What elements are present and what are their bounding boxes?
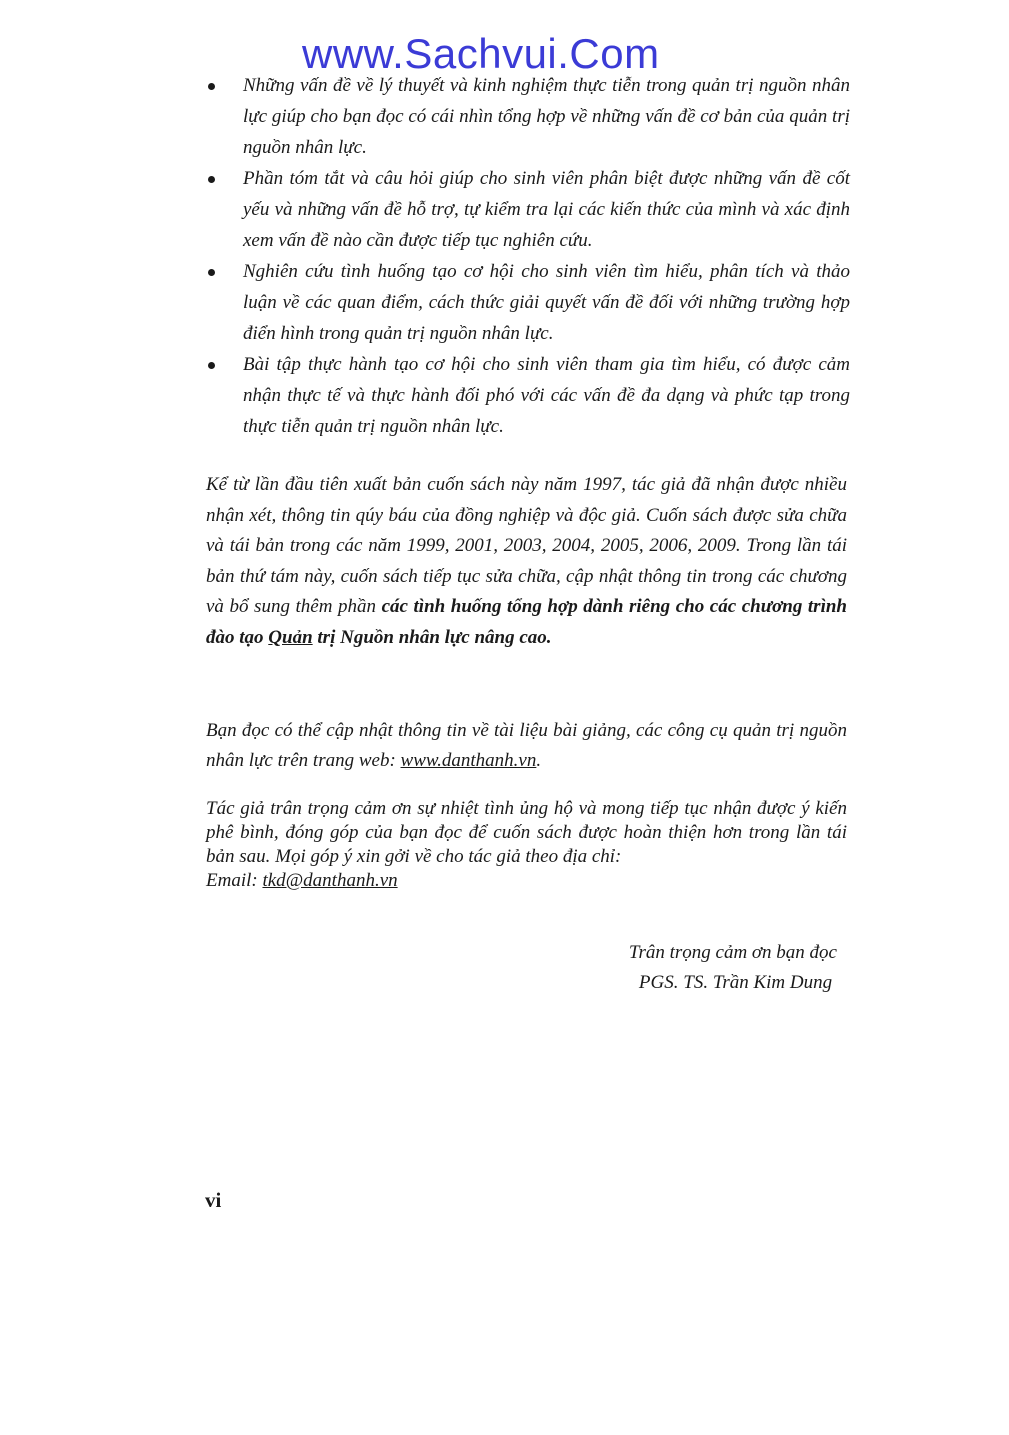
thanks-text: Tác giả trân trọng cảm ơn sự nhiệt tình ủng hộ và mong tiếp tục nhận được ý kiến phê bình, đóng góp của bạn đọc để cuốn sách được hoàn thiện hơn trong lần tái bản sau. Mọi góp ý xin gởi về cho tác giả theo địa chỉ: [206, 798, 847, 867]
bullet-icon [208, 83, 215, 90]
emphasis-underlined-text: Quản [268, 626, 313, 648]
edition-history-text: Kể từ lần đầu tiên xuất bản cuốn sách này năm 1997, tác giả đã nhận được nhiều nhận xét, thông tin qúy báu của đồng nghiệp và độc giả. Cuốn sách được sửa chữa và tái bản trong các năm 1999, 2001, 2003, 2004, 2005, 2006, 2009. Trong lần tái bản thứ tám này, cuốn sách tiếp tục sửa chữa, cập nhật thông tin trong các chương và bổ sung thêm phần [206, 474, 847, 618]
page-number: vi [205, 1188, 222, 1212]
list-item-text: Phần tóm tắt và câu hỏi giúp cho sinh viên phân biệt được những vấn đề cốt yếu và những vấn đề hỗ trợ, tự kiểm tra lại các kiến thức của mình và xác định xem vấn đề nào cần được tiếp tục nghiên cứu. [243, 168, 850, 251]
list-item-text: Những vấn đề về lý thuyết và kinh nghiệm thực tiễn trong quản trị nguồn nhân lực giúp cho bạn đọc có cái nhìn tổng hợp về những vấn đề cơ bản của quản trị nguồn nhân lực. [243, 75, 850, 158]
list-item [205, 349, 850, 442]
list-item-text: Bài tập thực hành tạo cơ hội cho sinh viên tham gia tìm hiểu, có được cảm nhận thực tế và thực hành đối phó với các vấn đề đa dạng và phức tạp trong thực tiễn quản trị nguồn nhân lực. [243, 354, 850, 437]
bullet-icon [208, 362, 215, 369]
edition-history-paragraph [206, 470, 847, 654]
bullet-icon [208, 176, 215, 183]
list-item [205, 256, 850, 349]
signoff [629, 938, 837, 998]
bullet-icon [208, 269, 215, 276]
website-text: Bạn đọc có thể cập nhật thông tin về tài liệu bài giảng, các công cụ quản trị nguồn nhân lực trên trang web: [206, 720, 847, 771]
author-name: PGS. TS. Trần Kim Dung [638, 972, 833, 993]
website-link[interactable]: www.danthanh.vn [400, 750, 537, 771]
email-link[interactable]: tkd@danthanh.vn [262, 870, 398, 891]
emphasis-text: các tình huống tổng hợp dành riêng cho các chương trình đào tạo [206, 596, 847, 648]
watermark: www.Sachvui.Com [302, 30, 660, 77]
list-item [205, 70, 850, 163]
signoff-greeting: Trân trọng cảm ơn bạn đọc [628, 942, 837, 963]
list-item-text: Nghiên cứu tình huống tạo cơ hội cho sinh viên tìm hiểu, phân tích và thảo luận về các quan điểm, cách thức giải quyết vấn đề đối với những trường hợp điển hình trong quản trị nguồn nhân lực. [243, 261, 850, 344]
website-period: . [536, 750, 542, 771]
feature-list [205, 70, 850, 442]
email-label: Email: [206, 870, 263, 891]
list-item [205, 163, 850, 256]
thanks-paragraph [206, 797, 847, 893]
website-paragraph [206, 716, 847, 776]
emphasis-text-end: trị Nguồn nhân lực nâng cao. [312, 626, 552, 648]
